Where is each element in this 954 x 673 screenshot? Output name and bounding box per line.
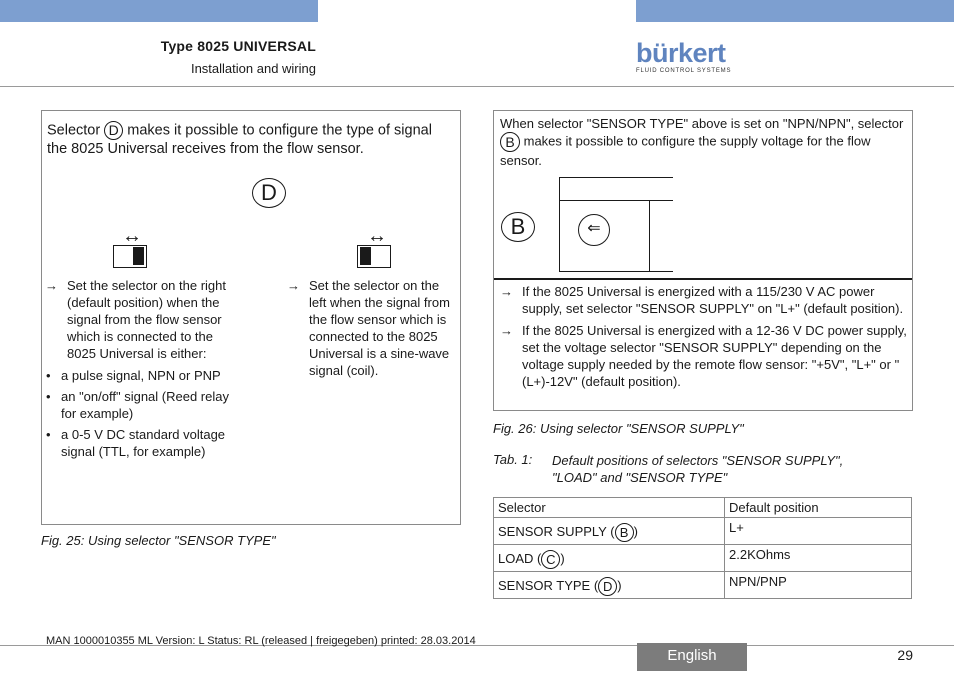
instruction-dc-text: If the 8025 Universal is energized with a 12-36 V DC power supply, set the voltage selector "SENSOR SUPPLY" depending on the voltage supply needed by the remote flow sensor: "+5V", "L+" or "(L+)-12V" (default position). bbox=[522, 323, 907, 389]
dip-switch-right bbox=[113, 245, 147, 268]
diagram-bottom-line bbox=[559, 271, 673, 272]
diagram-left-line bbox=[559, 177, 560, 272]
intro-text-pre: When selector "SENSOR TYPE" above is set on "NPN/NPN", selector bbox=[500, 116, 904, 131]
double-arrow-icon: ↔ bbox=[367, 225, 387, 247]
instruction-ac-text: If the 8025 Universal is energized with a 115/230 V AC power supply, set selector "SENSOR SUPPLY" on "L+" (default position). bbox=[522, 284, 904, 316]
dip-switch-left bbox=[357, 245, 391, 268]
logo-wordmark: bürkert bbox=[636, 38, 726, 68]
selector-close: ) bbox=[633, 523, 638, 539]
left-position-description bbox=[287, 277, 459, 379]
list-item: • a pulse signal, NPN or PNP bbox=[45, 367, 245, 384]
header-band-left bbox=[0, 0, 318, 22]
sensor-supply-intro bbox=[500, 115, 908, 169]
selector-name: SENSOR TYPE ( bbox=[498, 577, 599, 593]
sensor-supply-instructions bbox=[500, 283, 910, 390]
header-band-right bbox=[636, 0, 954, 22]
selector-close: ) bbox=[617, 577, 622, 593]
default-positions-table bbox=[493, 497, 912, 599]
figure-25-caption: Fig. 25: Using selector "SENSOR TYPE" bbox=[41, 533, 276, 548]
arrow-right-icon: → bbox=[500, 284, 513, 299]
right-position-text: Set the selector on the right (default position) when the signal from the flow sensor which is connected to the 8025 Universal is either: bbox=[67, 278, 226, 361]
selector-d-marker-icon: D bbox=[598, 577, 617, 596]
default-position-cell: 2.2KOhms bbox=[725, 545, 912, 572]
selector-cell bbox=[494, 572, 725, 599]
selector-name: SENSOR SUPPLY ( bbox=[498, 523, 615, 539]
list-item bbox=[45, 277, 245, 362]
figure-divider bbox=[494, 278, 912, 280]
document-info: MAN 1000010355 ML Version: L Status: RL (released | freigegeben) printed: 28.03.2014 bbox=[46, 635, 476, 647]
selector-d-label-icon: D bbox=[252, 178, 286, 208]
dip-switch-knob bbox=[133, 247, 144, 265]
arrow-right-icon: → bbox=[287, 278, 300, 293]
table-row bbox=[494, 545, 912, 572]
table-row bbox=[494, 518, 912, 545]
burkert-logo bbox=[636, 40, 732, 78]
signal-type-list bbox=[45, 367, 245, 460]
selector-cell bbox=[494, 545, 725, 572]
language-tab: English bbox=[637, 643, 747, 671]
document-title: Type 8025 UNIVERSAL bbox=[160, 38, 316, 54]
selector-c-marker-icon: C bbox=[541, 550, 560, 569]
left-position-text: Set the selector on the left when the signal from the flow sensor which is connected to the 8025 Universal is a sine-wave signal (coil). bbox=[309, 278, 450, 378]
list-item bbox=[500, 283, 910, 317]
table-header-row bbox=[494, 498, 912, 518]
selector-close: ) bbox=[560, 550, 565, 566]
table-1-label: Tab. 1: bbox=[493, 452, 533, 467]
intro-text-pre: Selector bbox=[47, 122, 101, 139]
sensor-type-figure-box bbox=[41, 110, 461, 525]
selector-b-label-icon: B bbox=[501, 212, 535, 242]
header-divider bbox=[0, 86, 954, 87]
list-item bbox=[500, 322, 910, 390]
rotary-selector-dial-icon bbox=[578, 214, 610, 246]
sensor-type-intro bbox=[47, 121, 452, 159]
selector-b-marker-icon: B bbox=[500, 132, 520, 152]
right-position-description bbox=[45, 277, 245, 464]
list-item: • an "on/off" signal (Reed relay for example) bbox=[45, 388, 245, 422]
table-1-caption: Default positions of selectors "SENSOR SUPPLY", "LOAD" and "SENSOR TYPE" bbox=[552, 453, 844, 485]
selector-b-marker-icon: B bbox=[615, 523, 634, 542]
double-arrow-icon: ↔ bbox=[122, 225, 142, 247]
list-item: • a 0-5 V DC standard voltage signal (TTL, for example) bbox=[45, 426, 245, 460]
page-number: 29 bbox=[897, 647, 913, 663]
column-header-selector: Selector bbox=[494, 498, 725, 518]
intro-text-post: makes it possible to configure the type of signal the 8025 Universal receives from the flow sensor. bbox=[47, 122, 432, 158]
intro-text-post: makes it possible to configure the supply voltage for the flow sensor. bbox=[500, 133, 871, 168]
sensor-supply-figure-box bbox=[493, 110, 913, 411]
dip-switch-knob bbox=[360, 247, 371, 265]
list-item bbox=[287, 277, 459, 379]
selector-d-marker-icon: D bbox=[104, 121, 123, 140]
dial-arrow-icon: ⇐ bbox=[587, 220, 601, 237]
column-header-default-position: Default position bbox=[725, 498, 912, 518]
diagram-top-line bbox=[559, 177, 673, 178]
default-position-cell: NPN/PNP bbox=[725, 572, 912, 599]
selector-name: LOAD ( bbox=[498, 550, 542, 566]
section-title: Installation and wiring bbox=[190, 61, 316, 76]
diagram-divider bbox=[649, 200, 650, 272]
table-row bbox=[494, 572, 912, 599]
arrow-right-icon: → bbox=[500, 323, 513, 338]
arrow-right-icon: → bbox=[45, 278, 58, 293]
selector-cell bbox=[494, 518, 725, 545]
logo-tagline: FLUID CONTROL SYSTEMS bbox=[636, 68, 732, 74]
diagram-mid-line bbox=[559, 200, 673, 201]
figure-26-caption: Fig. 26: Using selector "SENSOR SUPPLY" bbox=[493, 421, 744, 436]
default-position-cell: L+ bbox=[725, 518, 912, 545]
